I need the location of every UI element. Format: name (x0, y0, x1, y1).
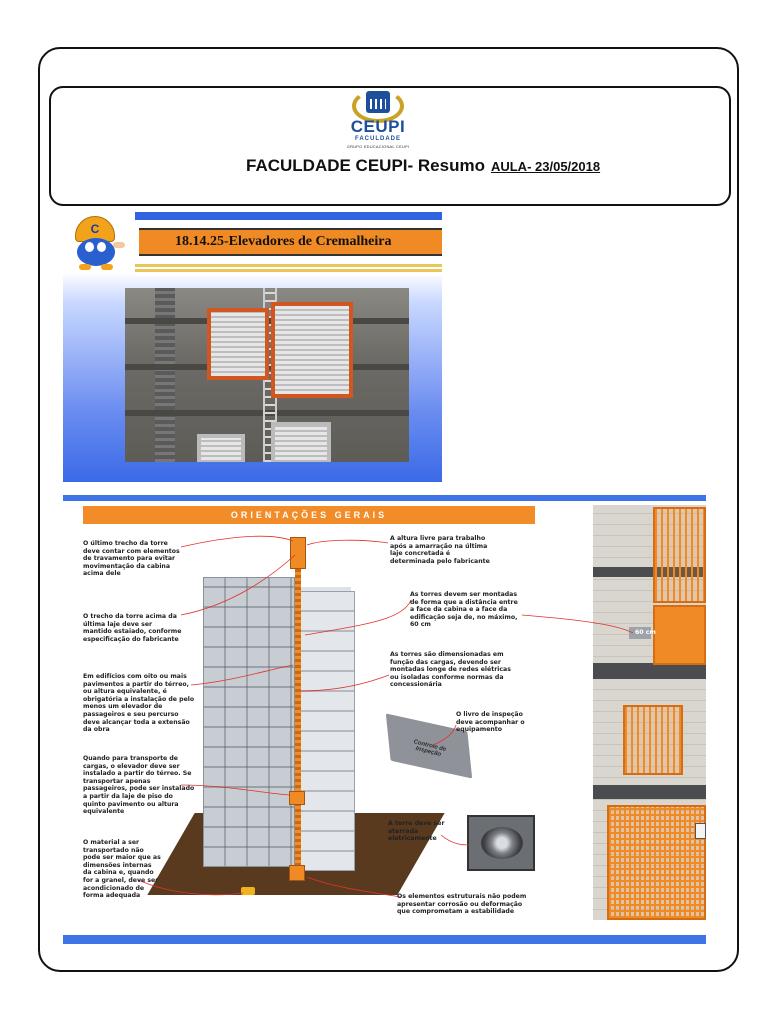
lesson-date: AULA- 23/05/2018 (490, 159, 601, 174)
elevator-cabin (197, 434, 245, 462)
elevator-cabin (271, 422, 331, 462)
leader-line (181, 555, 295, 615)
elevator-photo (125, 288, 409, 462)
note-right: As torres são dimensionadas em função das cargas, devendo ser montadas longe de redes elétricas ou isoladas conforme normas da concessionária (390, 651, 511, 689)
leader-line (433, 725, 456, 745)
booklet-label: Controle de Inspeção (412, 739, 447, 758)
note-right: Os elementos estruturais não podem apresentar corrosão ou deformação que comprometam a estabilidade (397, 893, 527, 916)
page-title (246, 156, 600, 176)
leader-line (181, 536, 293, 547)
mascot-foot (79, 264, 91, 270)
title-main: FACULDADE CEUPI- Resumo (246, 156, 485, 175)
mascot-eye (97, 242, 106, 252)
slide-title: 18.14.25-Elevadores de Cremalheira (139, 228, 442, 256)
mascot-eye (85, 242, 94, 252)
photo-label: 60 cm (635, 629, 656, 636)
logo-sub: FACULDADE (355, 136, 401, 142)
logo-sub2: GRUPO EDUCACIONAL CEUPI (346, 144, 410, 149)
leader-line (307, 877, 401, 897)
mascot-helmet: C (75, 216, 115, 242)
note-right: O livro de inspeção deve acompanhar o equipamento (456, 711, 525, 734)
elevator-cabin (207, 308, 269, 380)
slide-stripe (135, 264, 442, 276)
note-left: Quando para transporte de cargas, o elevador deve ser instalado a partir do térreo. Se transportar apenas passageiros, pode ser instalado a partir da laje de piso do quinto pavimento ou altura equivalente (83, 755, 195, 816)
building-icon (366, 91, 390, 113)
mascot-foot (101, 264, 113, 270)
leader-line (301, 675, 389, 691)
mascot-arm (113, 242, 125, 248)
mascot-icon (67, 212, 131, 274)
infographic-header: ORIENTAÇÕES GERAIS (83, 506, 535, 524)
note-left: O material a ser transportado não pode ser maior que as dimensões internas da cabina e, quando for a granel, deve ser acondicionado de forma adequada (83, 839, 161, 900)
slide-top-bar (135, 212, 442, 220)
note-left: O último trecho da torre deve contar com elementos de travamento para evitar movimentação da cabina acima dele (83, 540, 180, 578)
leader-line (522, 615, 633, 633)
note-right: As torres devem ser montadas de forma que a distância entre a face da cabina e a face da edificação seja de, no máximo, 60 cm (410, 591, 518, 629)
leader-line (181, 785, 289, 795)
infographic (63, 495, 706, 947)
ceupi-logo (346, 87, 410, 153)
note-left: O trecho da torre acima da última laje deve ser mantido estaiado, conforme especificação do fabricante (83, 613, 182, 643)
mascot-face (77, 238, 115, 266)
note-right: A torre deve ser aterrada eletricamente (388, 820, 445, 843)
leader-line (307, 540, 388, 545)
leader-line (191, 665, 293, 685)
info-bottom-line (63, 935, 706, 944)
note-left: Em edifícios com oito ou mais pavimentos a partir do térreo, ou altura equivalente, é obrigatória a instalação de pelo menos um elevador de passageiros e seu percurso deve alcançar toda a extensão da obra (83, 673, 195, 734)
elevator-cabin (271, 302, 353, 398)
note-right: A altura livre para trabalho após a amarração na última laje concretada é determinada pelo fabricante (390, 535, 490, 565)
logo-name: CEUPI (350, 117, 406, 136)
photo-column (155, 288, 175, 462)
leader-line (305, 600, 411, 635)
